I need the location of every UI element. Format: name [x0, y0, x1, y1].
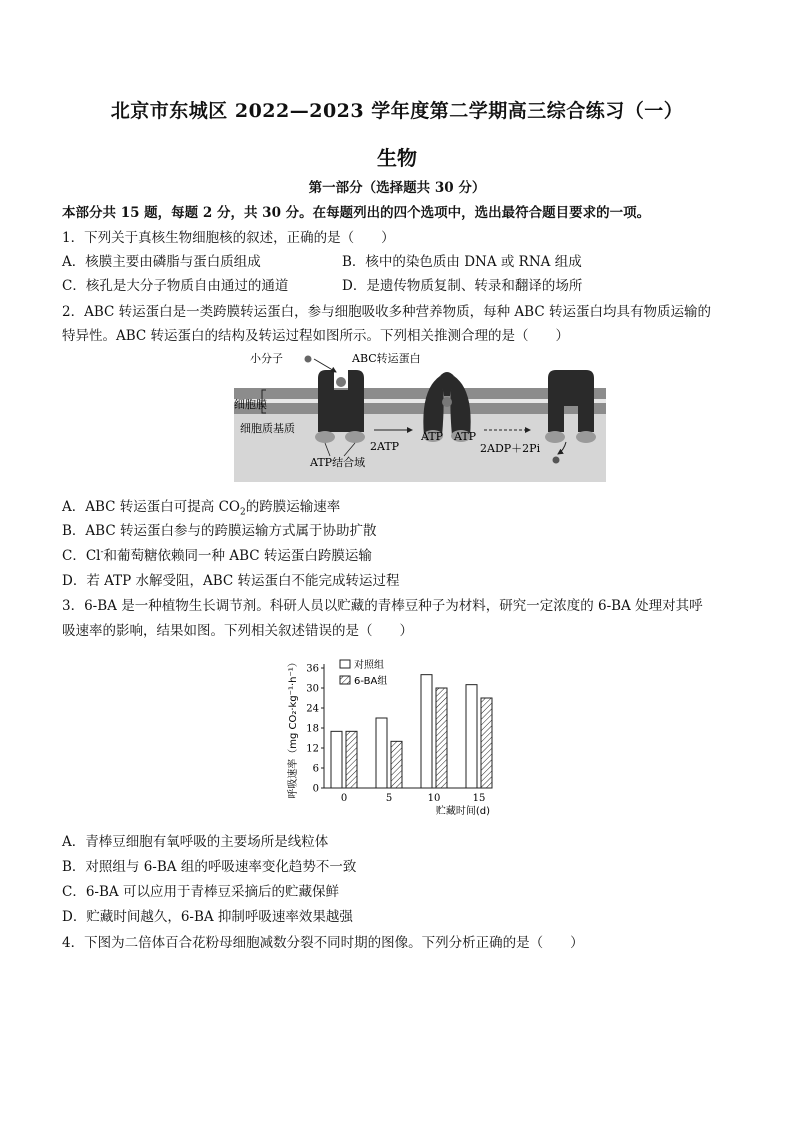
label-abc-protein: ABC转运蛋白: [352, 352, 421, 365]
bar-6ba: [481, 698, 492, 788]
q3-option-b: B．对照组与 6-BA 组的呼吸速率变化趋势不一致: [62, 859, 357, 875]
y-axis-label: 呼吸速率（mg CO₂·kg⁻¹·h⁻¹）: [288, 657, 299, 799]
y-tick-label: 0: [312, 783, 319, 795]
label-atp-right: ATP: [454, 430, 477, 443]
q3-option-a: A．青棒豆细胞有氧呼吸的主要场所是线粒体: [62, 834, 329, 850]
section-heading: 第一部分（选择题共 30 分）: [308, 180, 486, 196]
q1-stem: 1．下列关于真核生物细胞核的叙述，正确的是（ ）: [62, 230, 395, 246]
x-tick-label: 5: [385, 793, 393, 804]
label-small-molecule: 小分子: [250, 352, 283, 365]
q3-option-c: C．6-BA 可以应用于青棒豆采摘后的贮藏保鲜: [62, 884, 339, 900]
y-tick-label: 18: [306, 723, 319, 735]
q2-stem-line2: 特异性。ABC 转运蛋白的结构及转运过程如图所示。下列相关推测合理的是（ ）: [62, 328, 570, 344]
bar-control: [376, 718, 387, 788]
subject-title: 生物: [377, 146, 417, 170]
q2-option-d: D．若 ATP 水解受阻，ABC 转运蛋白不能完成转运过程: [62, 573, 400, 589]
q2-option-c: C．Cl-和葡萄糖依赖同一种 ABC 转运蛋白跨膜运输: [62, 547, 372, 564]
bar-control: [421, 675, 432, 788]
q2-option-a: A．ABC 转运蛋白可提高 $CO_2$的跨膜运输速率: [62, 499, 341, 518]
abc-transporter-diagram: [234, 350, 606, 482]
legend-swatch-6ba: [340, 676, 350, 684]
y-tick-label: 24: [306, 703, 319, 715]
y-tick-label: 30: [306, 683, 319, 695]
q4-stem: 4．下图为二倍体百合花粉母细胞减数分裂不同时期的图像。下列分析正确的是（ ）: [62, 935, 584, 951]
section-instructions: 本部分共 15 题，每题 2 分，共 30 分。在每题列出的四个选项中，选出最符合题目要求的一项。: [62, 205, 651, 221]
q3-stem-line1: 3．6-BA 是一种植物生长调节剂。科研人员以贮藏的青棒豆种子为材料，研究一定浓度的 6-BA 处理对其呼: [62, 598, 703, 614]
y-tick-label: 36: [306, 663, 319, 675]
label-products: 2ADP＋2Pi: [480, 442, 541, 455]
q1-option-b: B．核中的染色质由 DNA 或 RNA 组成: [342, 254, 582, 270]
bar-6ba: [346, 731, 357, 788]
bar-control: [466, 685, 477, 788]
q1-option-c: C．核孔是大分子物质自由通过的通道: [62, 278, 289, 294]
legend-label-control: 对照组: [354, 660, 384, 671]
q1-option-a: A．核膜主要由磷脂与蛋白质组成: [62, 254, 261, 270]
q1-option-d: D．是遗传物质复制、转录和翻译的场所: [342, 278, 583, 294]
bar-6ba: [391, 741, 402, 788]
page-title: 北京市东城区 2022—2023 学年度第二学期高三综合练习（一）: [110, 100, 684, 122]
respiration-rate-chart: [286, 654, 516, 816]
q3-stem-line2: 吸速率的影响，结果如图。下列相关叙述错误的是（ ）: [62, 623, 413, 639]
legend-label-6ba: 6-BA组: [354, 676, 388, 687]
bar-6ba: [436, 688, 447, 788]
x-axis-label: 贮藏时间(d): [435, 806, 490, 816]
label-atp-left: ATP: [421, 430, 444, 443]
legend-swatch-control: [340, 660, 350, 668]
label-membrane: 细胞膜: [234, 398, 267, 411]
label-2atp: 2ATP: [370, 440, 400, 453]
small-molecule-dot: [305, 356, 312, 363]
bar-control: [331, 731, 342, 788]
x-tick-label: 0: [340, 793, 348, 804]
label-atp-domain: ATP结合域: [310, 456, 366, 469]
q2-stem-line1: 2．ABC 转运蛋白是一类跨膜转运蛋白，参与细胞吸收多种营养物质，每种 ABC 转运蛋白均具有物质运输的: [62, 304, 711, 320]
x-tick-label: 10: [427, 793, 441, 804]
label-cytoplasm: 细胞质基质: [240, 422, 295, 435]
q3-option-d: D．贮藏时间越久，6-BA 抑制呼吸速率效果越强: [62, 909, 353, 925]
y-tick-label: 12: [306, 743, 319, 755]
y-tick-label: 6: [312, 763, 319, 775]
x-tick-label: 15: [472, 793, 486, 804]
q2-option-b: B．ABC 转运蛋白参与的跨膜运输方式属于协助扩散: [62, 523, 377, 539]
